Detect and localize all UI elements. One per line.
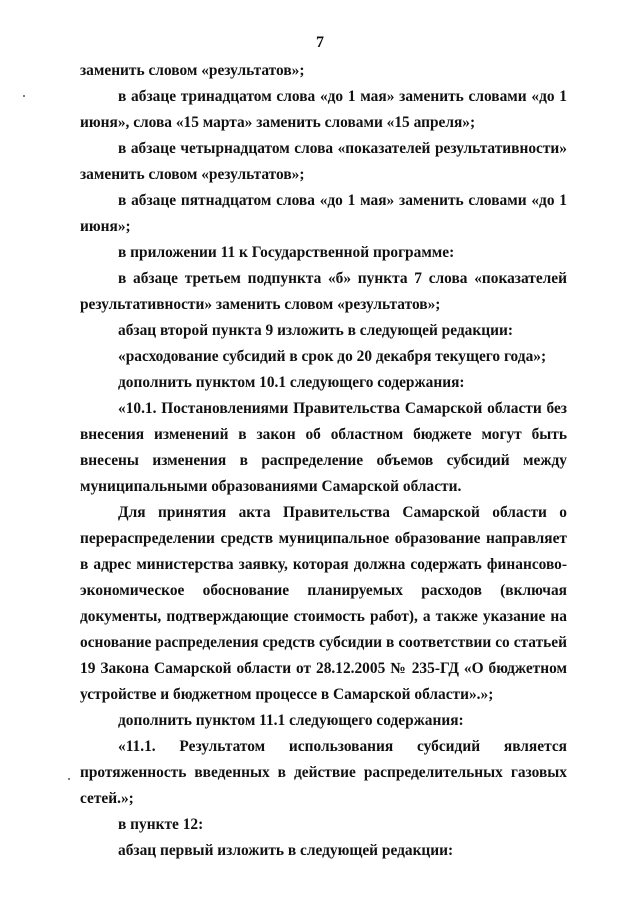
paragraph-8: «расходование субсидий в срок до 20 декабря текущего года»; bbox=[118, 348, 547, 365]
paragraph-1: заменить словом «результатов»; bbox=[80, 62, 305, 79]
scan-speck bbox=[23, 95, 25, 97]
paragraph-3: в абзаце четырнадцатом слова «показателей результативности» заменить словом «результатов»; bbox=[80, 140, 567, 183]
paragraph-14: в пункте 12: bbox=[118, 816, 204, 833]
page-number: 7 bbox=[316, 34, 324, 51]
scan-speck bbox=[68, 778, 70, 780]
paragraph-15: абзац первый изложить в следующей редакции: bbox=[118, 842, 454, 859]
paragraph-11: Для принятия акта Правительства Самарской области о перераспределении средств муниципальное образование направляет в адрес министерства заявку, которая должна содержать финансово-экономическое обоснование планируемых расходов (включая документы, подтверждающие стоимость работ), а также указание на основание распределения средств субсидии в соответствии со статьей 19 Закона Самарской области от 28.12.2005 № 235-ГД «О бюджетном устройстве и бюджетном процессе в Самарской области».»; bbox=[80, 504, 567, 703]
paragraph-5: в приложении 11 к Государственной программе: bbox=[118, 244, 455, 261]
document-body bbox=[80, 58, 567, 864]
paragraph-6: в абзаце третьем подпункта «б» пункта 7 слова «показателей результативности» заменить словом «результатов»; bbox=[80, 270, 567, 313]
paragraph-7: абзац второй пункта 9 изложить в следующей редакции: bbox=[118, 322, 513, 339]
paragraph-10: «10.1. Постановлениями Правительства Самарской области без внесения изменений в закон об областном бюджете могут быть внесены изменения в распределение объемов субсидий между муниципальными образованиями Самарской области. bbox=[80, 400, 567, 495]
paragraph-2: в абзаце тринадцатом слова «до 1 мая» заменить словами «до 1 июня», слова «15 марта» заменить словами «15 апреля»; bbox=[80, 88, 567, 131]
paragraph-4: в абзаце пятнадцатом слова «до 1 мая» заменить словами «до 1 июня»; bbox=[80, 192, 567, 235]
paragraph-12: дополнить пунктом 11.1 следующего содержания: bbox=[118, 712, 464, 729]
paragraph-9: дополнить пунктом 10.1 следующего содержания: bbox=[118, 374, 465, 391]
paragraph-13: «11.1. Результатом использования субсидий является протяженность введенных в действие распределительных газовых сетей.»; bbox=[80, 738, 567, 807]
